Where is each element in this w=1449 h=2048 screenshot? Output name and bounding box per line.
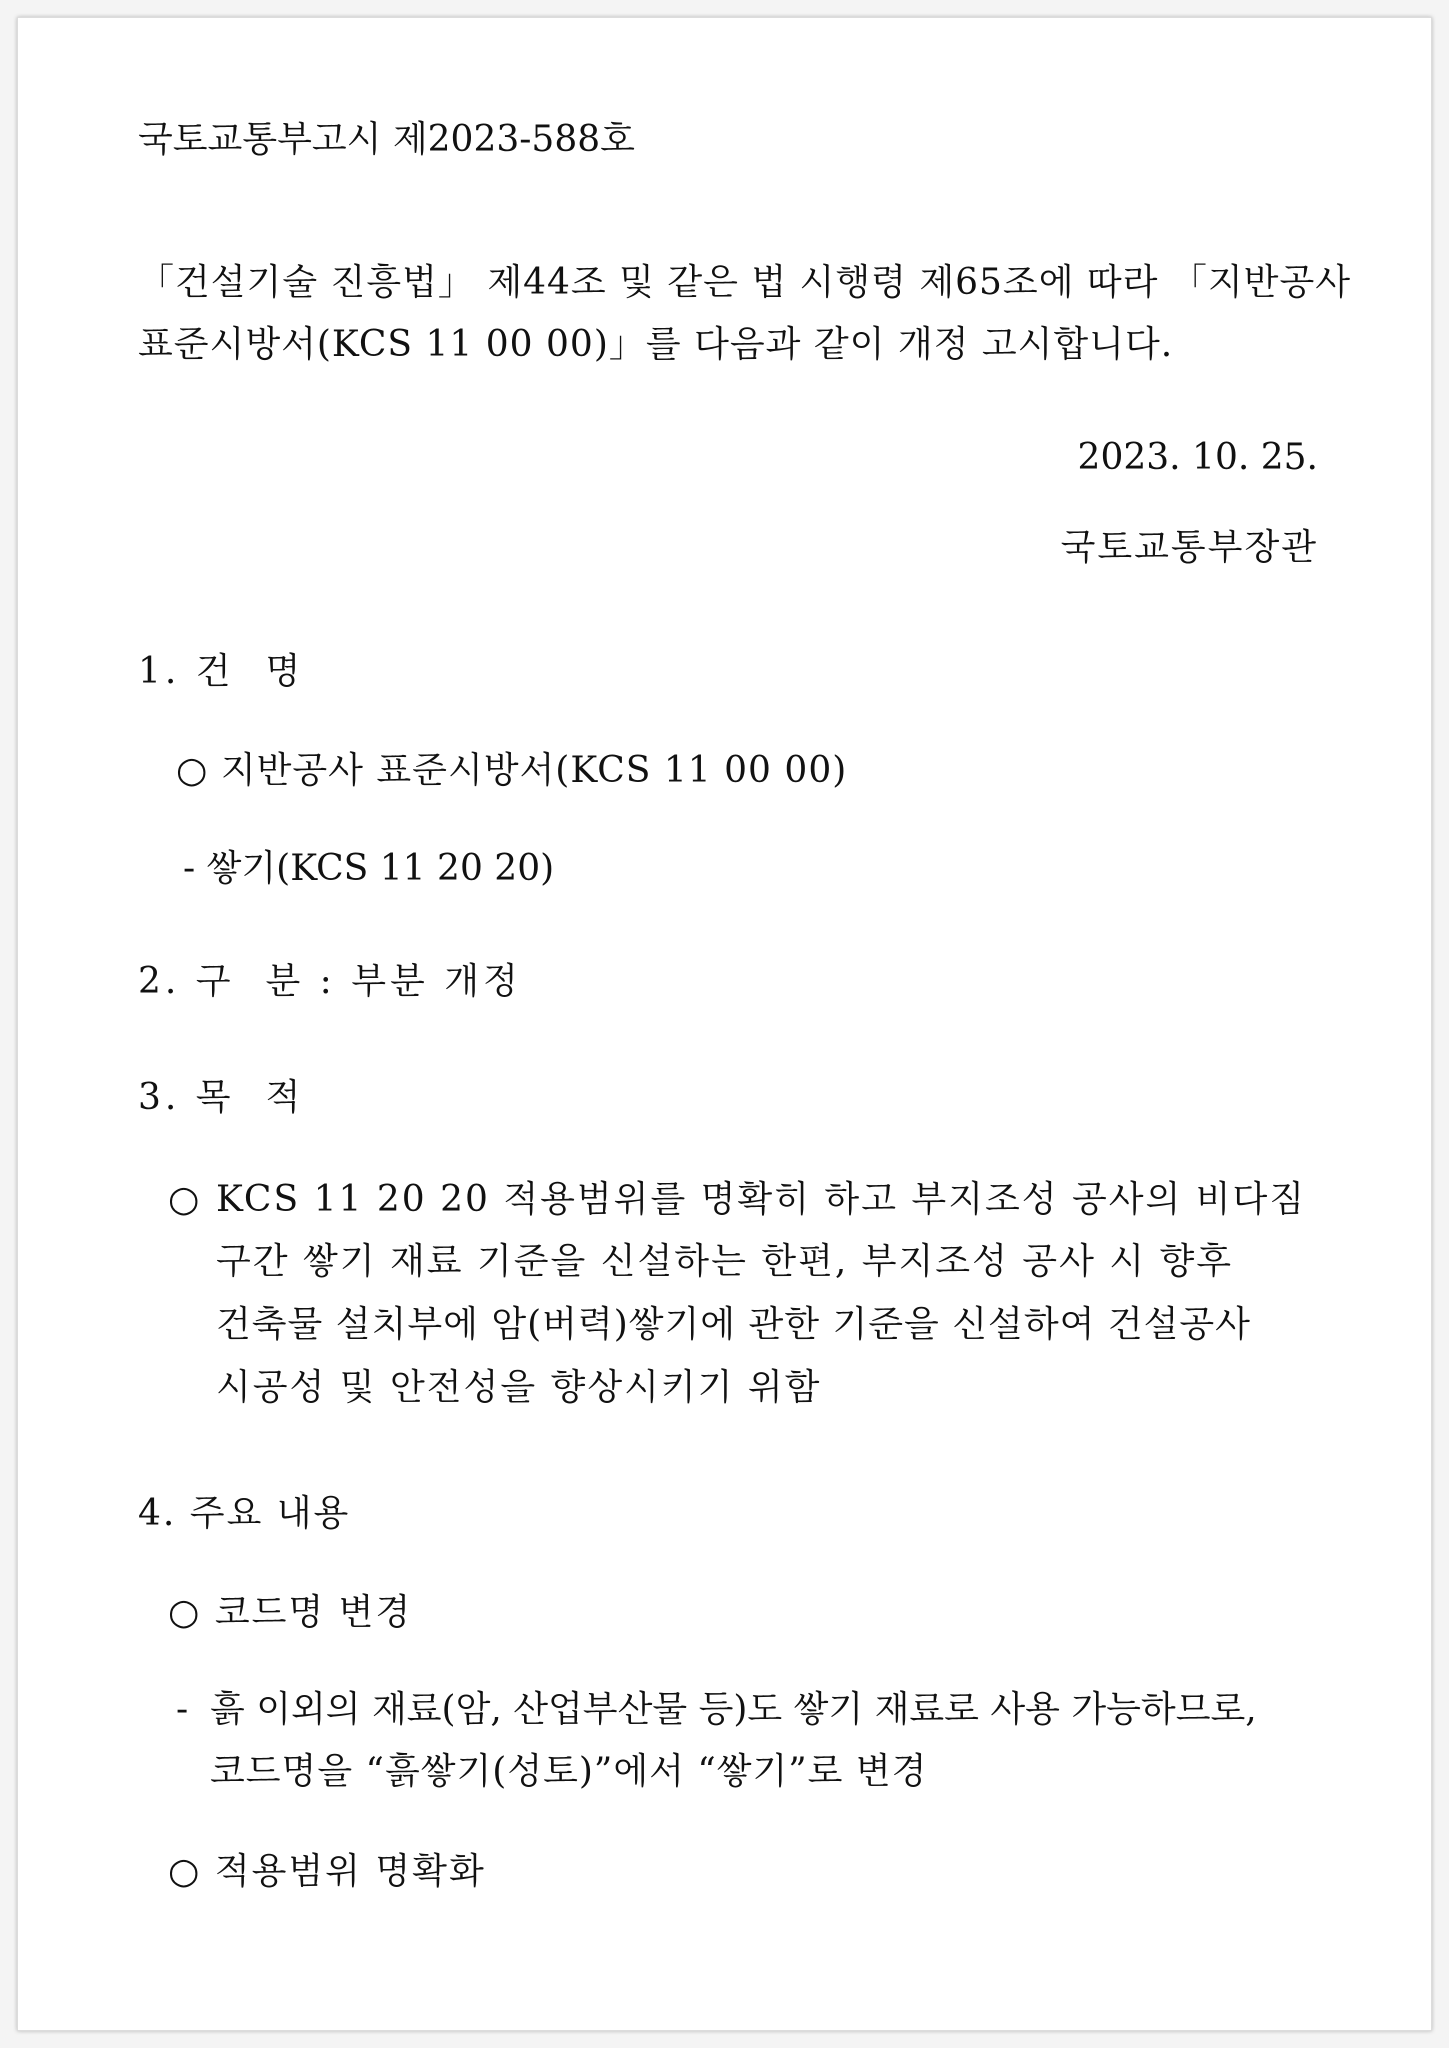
section-1-subitem: - 쌓기(KCS 11 20 20) [183, 848, 555, 889]
section-3-line-4: 시공성 및 안전성을 향상시키기 위함 [216, 1367, 822, 1408]
section-3-bullet: ○ [168, 1179, 200, 1220]
issuer: 국토교통부장관 [1060, 527, 1318, 568]
section-1-item: ○ 지반공사 표준시방서(KCS 11 00 00) [176, 750, 848, 791]
preamble-line-2: 표준시방서(KCS 11 00 00)」를 다음과 같이 개정 고시합니다. [138, 324, 1174, 365]
notice-number: 국토교통부고시 제2023-588호 [138, 119, 635, 160]
section-4-dash: - [176, 1689, 189, 1730]
notice-date: 2023. 10. 25. [1077, 437, 1318, 478]
section-1-heading: 1. 건 명 [138, 651, 305, 692]
section-3-line-3: 건축물 설치부에 암(버력)쌓기에 관한 기준을 신설하여 건설공사 [216, 1304, 1251, 1345]
section-4-sub-line-2: 코드명을 “흙쌓기(성토)”에서 “쌓기”로 변경 [210, 1751, 928, 1792]
section-3-heading: 3. 목 적 [138, 1077, 305, 1118]
section-3-line-2: 구간 쌓기 재료 기준을 신설하는 한편, 부지조성 공사 시 향후 [216, 1241, 1234, 1282]
section-4-item-1: ○ 코드명 변경 [168, 1592, 413, 1633]
section-4-sub-line-1: 흙 이외의 재료(암, 산업부산물 등)도 쌓기 재료로 사용 가능하므로, [210, 1689, 1257, 1730]
section-4-item-2: ○ 적용범위 명확화 [168, 1851, 486, 1892]
section-3-line-1: KCS 11 20 20 적용범위를 명확히 하고 부지조성 공사의 비다짐 [216, 1179, 1307, 1220]
document-page [17, 17, 1432, 2031]
section-4-heading: 4. 주요 내용 [138, 1493, 351, 1534]
section-2-heading: 2. 구 분 : 부분 개정 [138, 961, 522, 1002]
preamble-line-1: 「건설기술 진흥법」 제44조 및 같은 법 시행령 제65조에 따라 「지반공사 [138, 262, 1352, 303]
